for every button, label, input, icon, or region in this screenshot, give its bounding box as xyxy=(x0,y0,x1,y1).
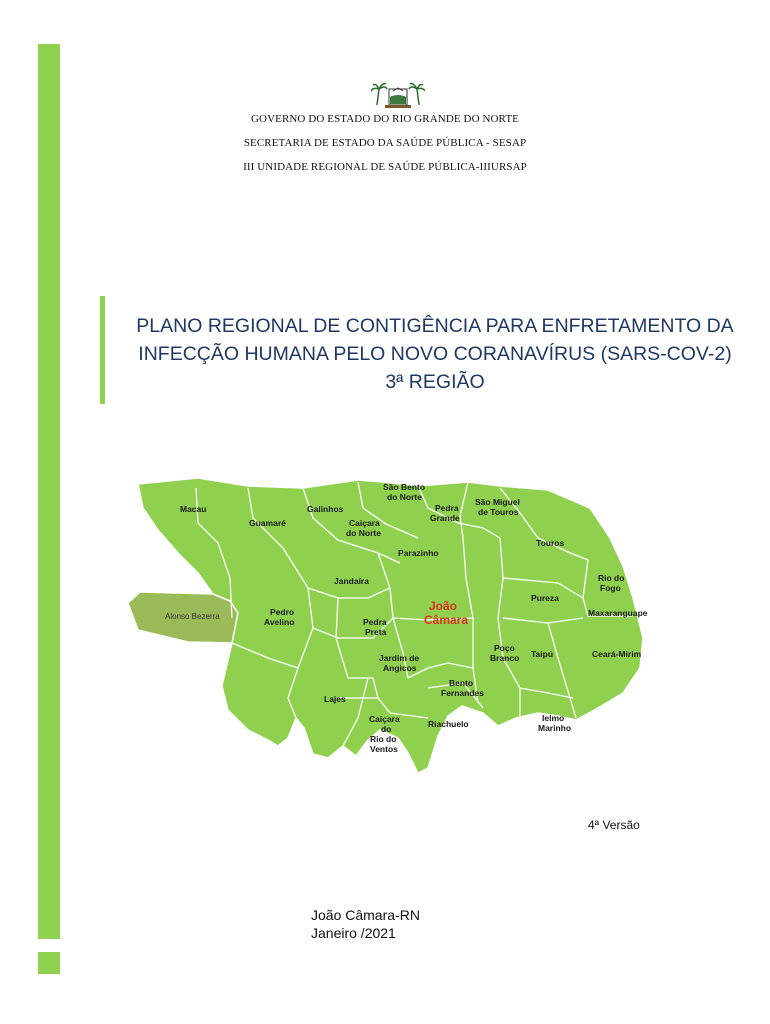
footer-block xyxy=(311,906,420,942)
document-version: 4ª Versão xyxy=(588,818,640,832)
map-label: Branco xyxy=(490,653,520,663)
header-government: GOVERNO DO ESTADO DO RIO GRANDE DO NORTE xyxy=(251,113,519,125)
map-label: Riachuelo xyxy=(428,719,469,729)
map-label: São Bento xyxy=(383,482,426,492)
map-label: do xyxy=(381,724,392,734)
map-label: Fernandes xyxy=(441,688,484,698)
map-label: Ielmo xyxy=(542,713,565,723)
map-label: Angicos xyxy=(383,663,417,673)
left-accent-square xyxy=(38,952,60,974)
map-label: Lajes xyxy=(324,694,346,704)
map-label: Grande xyxy=(430,513,460,523)
map-label: Macau xyxy=(180,504,207,514)
map-label: São Miguel xyxy=(475,497,520,507)
document-title-line-1: PLANO REGIONAL DE CONTIGÊNCIA PARA ENFRETAMENTO DA xyxy=(136,315,734,337)
map-label: Ceará-Mirim xyxy=(592,649,642,659)
map-label: de Touros xyxy=(478,507,519,517)
map-label: Fogo xyxy=(600,583,621,593)
map-label: Marinho xyxy=(538,723,572,733)
left-accent-bar xyxy=(38,44,60,939)
document-title-line-2: INFECÇÃO HUMANA PELO NOVO CORANAVÍRUS (SARS-COV-2) xyxy=(138,343,732,365)
map-label: Jandaíra xyxy=(334,576,369,586)
map-label: Poço xyxy=(494,643,515,653)
map-label: Taipú xyxy=(531,649,554,659)
header-secretariat: SECRETARIA DE ESTADO DA SAÚDE PÚBLICA - SESAP xyxy=(243,137,527,149)
map-label: Maxaranguape xyxy=(588,608,648,618)
map-label-capital: João xyxy=(429,599,458,613)
map-label: Ventos xyxy=(370,744,398,754)
map-label: Rio do xyxy=(598,573,625,583)
map-label: Caiçara xyxy=(349,518,380,528)
map-label-capital: Câmara xyxy=(424,613,469,627)
footer-city: João Câmara-RN xyxy=(311,907,420,923)
map-label: Pedra xyxy=(435,503,459,513)
document-title-line-3: 3ª REGIÃO xyxy=(385,371,485,393)
map-label: Bento xyxy=(449,678,474,688)
region-map xyxy=(128,468,663,780)
map-label: Pedro xyxy=(270,607,295,617)
map-label: Preta xyxy=(365,627,387,637)
map-label: Pureza xyxy=(531,593,559,603)
map-label: Jardim de xyxy=(379,653,420,663)
map-label: Rio do xyxy=(370,734,397,744)
map-label: do Norte xyxy=(387,492,422,502)
header-regional-unit: III UNIDADE REGIONAL DE SAÚDE PÚBLICA-IIIURSAP xyxy=(243,161,527,173)
map-label: Pedra xyxy=(363,617,387,627)
footer-date: Janeiro /2021 xyxy=(311,925,396,941)
map-label: Caiçara xyxy=(369,714,400,724)
state-coat-of-arms-icon xyxy=(371,79,425,109)
map-label: Avelino xyxy=(264,617,295,627)
map-label: Guamaré xyxy=(249,518,286,528)
map-label: do Norte xyxy=(346,528,381,538)
map-label: Galinhos xyxy=(307,504,344,514)
map-label: Parazinho xyxy=(398,548,439,558)
map-label: Alonso Bezerra xyxy=(165,612,220,621)
map-label: Touros xyxy=(536,538,565,548)
